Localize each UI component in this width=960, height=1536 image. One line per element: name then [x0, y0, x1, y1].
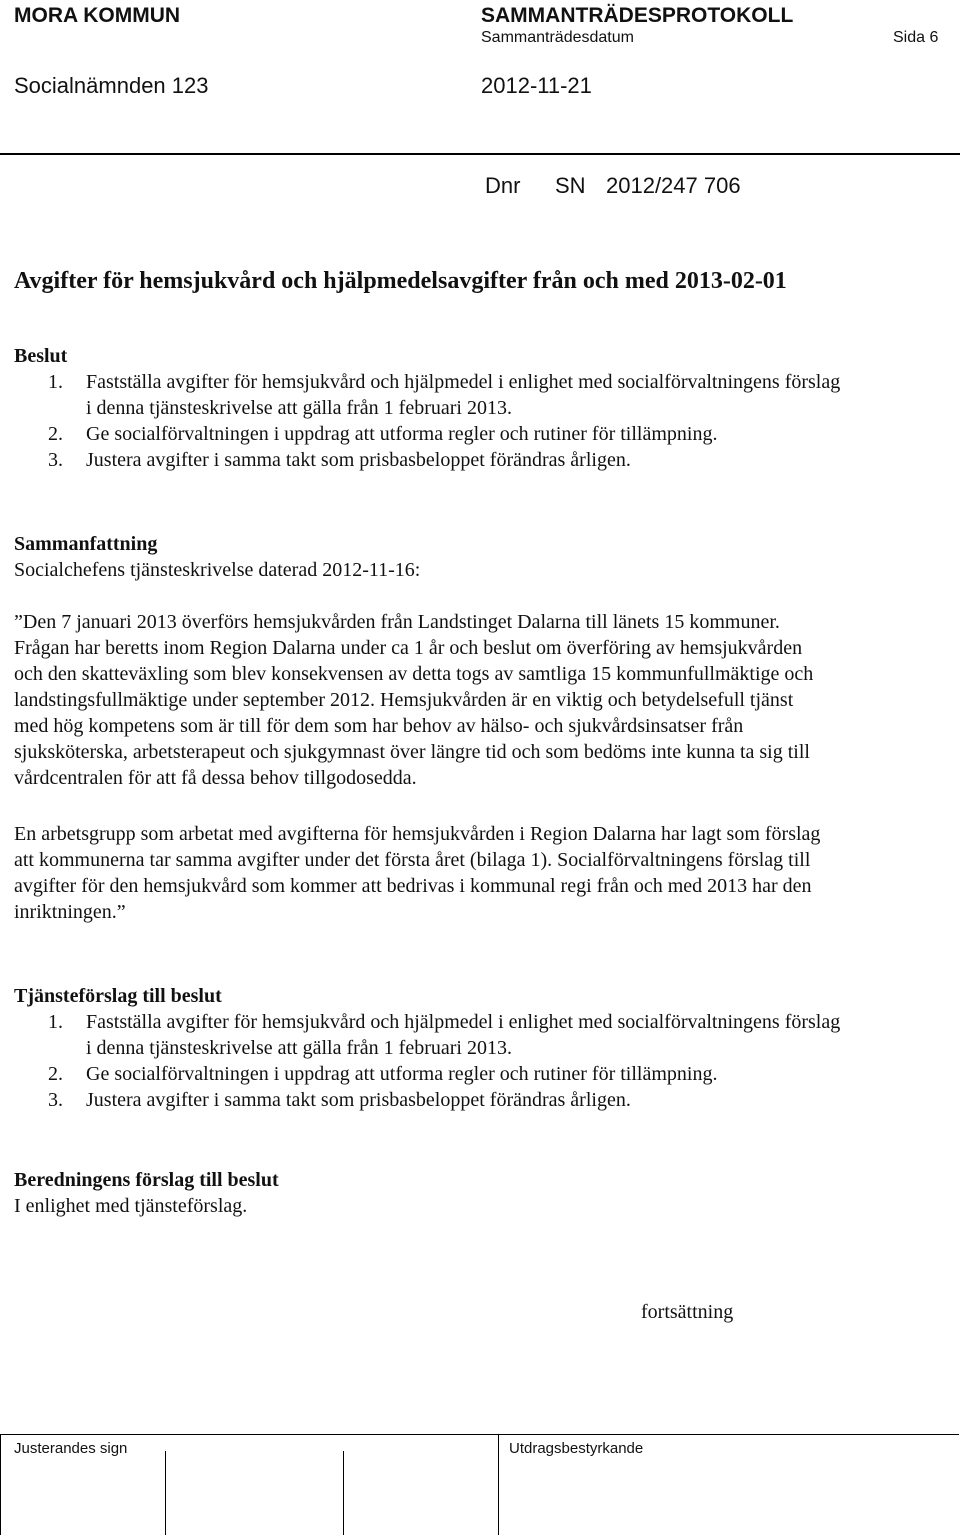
summary-p1-line: landstingsfullmäktige under september 2012. Hemsjukvården är en viktig och betydelsefull tjänst: [14, 689, 794, 711]
beslut-item-1-number: 1.: [48, 371, 63, 393]
continuation-note: fortsättning: [641, 1301, 734, 1323]
summary-p1-line: vårdcentralen för att få dessa behov tillgodosedda.: [14, 767, 417, 789]
beredning-heading: Beredningens förslag till beslut: [14, 1169, 279, 1191]
tjansteforslag-heading: Tjänsteförslag till beslut: [14, 985, 222, 1007]
summary-p1-line: och den skatteväxling som blev konsekvensen av detta togs av samtliga 15 kommunfullmäktige och: [14, 663, 814, 685]
signature-field-divider: [343, 1451, 344, 1535]
beslut-heading: Beslut: [14, 345, 68, 367]
summary-p2-line: avgifter för den hemsjukvård som kommer att bedrivas i kommunal regi från och med 2013 har den: [14, 875, 812, 897]
extract-certification-label: Utdragsbestyrkande: [509, 1440, 644, 1457]
beredning-text: I enlighet med tjänsteförslag.: [14, 1195, 248, 1217]
beslut-item-1-line-1: Fastställa avgifter för hemsjukvård och hjälpmedel i enlighet med socialförvaltningens förslag: [86, 371, 841, 393]
signature-section-divider: [498, 1435, 499, 1535]
dnr-number: 2012/247 706: [606, 173, 741, 198]
tjansteforslag-item-3-line-1: Justera avgifter i samma takt som prisbasbeloppet förändras årligen.: [86, 1089, 631, 1111]
tjansteforslag-item-1-line-2: i denna tjänsteskrivelse att gälla från 1 februari 2013.: [86, 1037, 512, 1059]
signature-field-divider: [165, 1451, 166, 1535]
summary-p2-line: att kommunerna tar samma avgifter under det första året (bilaga 1). Socialförvaltningens förslag till: [14, 849, 811, 871]
sammanfattning-intro: Socialchefens tjänsteskrivelse daterad 2012-11-16:: [14, 559, 421, 581]
summary-p2-line: En arbetsgrupp som arbetat med avgifterna för hemsjukvården i Region Dalarna har lagt som förslag: [14, 823, 821, 845]
dnr-prefix: SN: [555, 173, 586, 198]
meeting-date: 2012-11-21: [481, 73, 592, 98]
beslut-item-1-line-2: i denna tjänsteskrivelse att gälla från 1 februari 2013.: [86, 397, 512, 419]
summary-p1-line: sjuksköterska, arbetsterapeut och sjukgymnast över längre tid och som bedöms inte kunna ta sig till: [14, 741, 810, 763]
document-type: SAMMANTRÄDESPROTOKOLL: [481, 4, 794, 27]
summary-p1-line: Frågan har beretts inom Region Dalarna under ca 1 år och beslut om överföring av hemsjukvården: [14, 637, 803, 659]
summary-p1-line: ”Den 7 januari 2013 överförs hemsjukvården från Landstinget Dalarna till länets 15 kommuner.: [14, 611, 780, 633]
committee-name: Socialnämnden 123: [14, 73, 209, 98]
meeting-date-label: Sammanträdesdatum: [481, 29, 634, 46]
summary-p1-line: med hög kompetens som är till för dem som har behov av hälso- och sjukvårdsinsatser från: [14, 715, 744, 737]
municipality-name: MORA KOMMUN: [14, 4, 181, 27]
tjansteforslag-item-1-line-1: Fastställa avgifter för hemsjukvård och hjälpmedel i enlighet med socialförvaltningens förslag: [86, 1011, 841, 1033]
page-title: Avgifter för hemsjukvård och hjälpmedelsavgifter från och med 2013-02-01: [14, 268, 787, 294]
tjansteforslag-item-2-number: 2.: [48, 1063, 63, 1085]
header-divider: [0, 153, 960, 155]
beslut-item-2-number: 2.: [48, 423, 63, 445]
tjansteforslag-item-2-line-1: Ge socialförvaltningen i uppdrag att utforma regler och rutiner för tillämpning.: [86, 1063, 718, 1085]
beslut-item-2-line-1: Ge socialförvaltningen i uppdrag att utforma regler och rutiner för tillämpning.: [86, 423, 718, 445]
beslut-item-3-number: 3.: [48, 449, 63, 471]
summary-p2-line: inriktningen.”: [14, 901, 126, 923]
sammanfattning-heading: Sammanfattning: [14, 533, 158, 555]
tjansteforslag-item-3-number: 3.: [48, 1089, 63, 1111]
signature-table: [0, 1434, 959, 1535]
tjansteforslag-item-1-number: 1.: [48, 1011, 63, 1033]
beslut-item-3-line-1: Justera avgifter i samma takt som prisbasbeloppet förändras årligen.: [86, 449, 631, 471]
dnr-label: Dnr: [485, 173, 521, 198]
page-number: Sida 6: [893, 29, 939, 46]
signature-label: Justerandes sign: [14, 1440, 128, 1457]
